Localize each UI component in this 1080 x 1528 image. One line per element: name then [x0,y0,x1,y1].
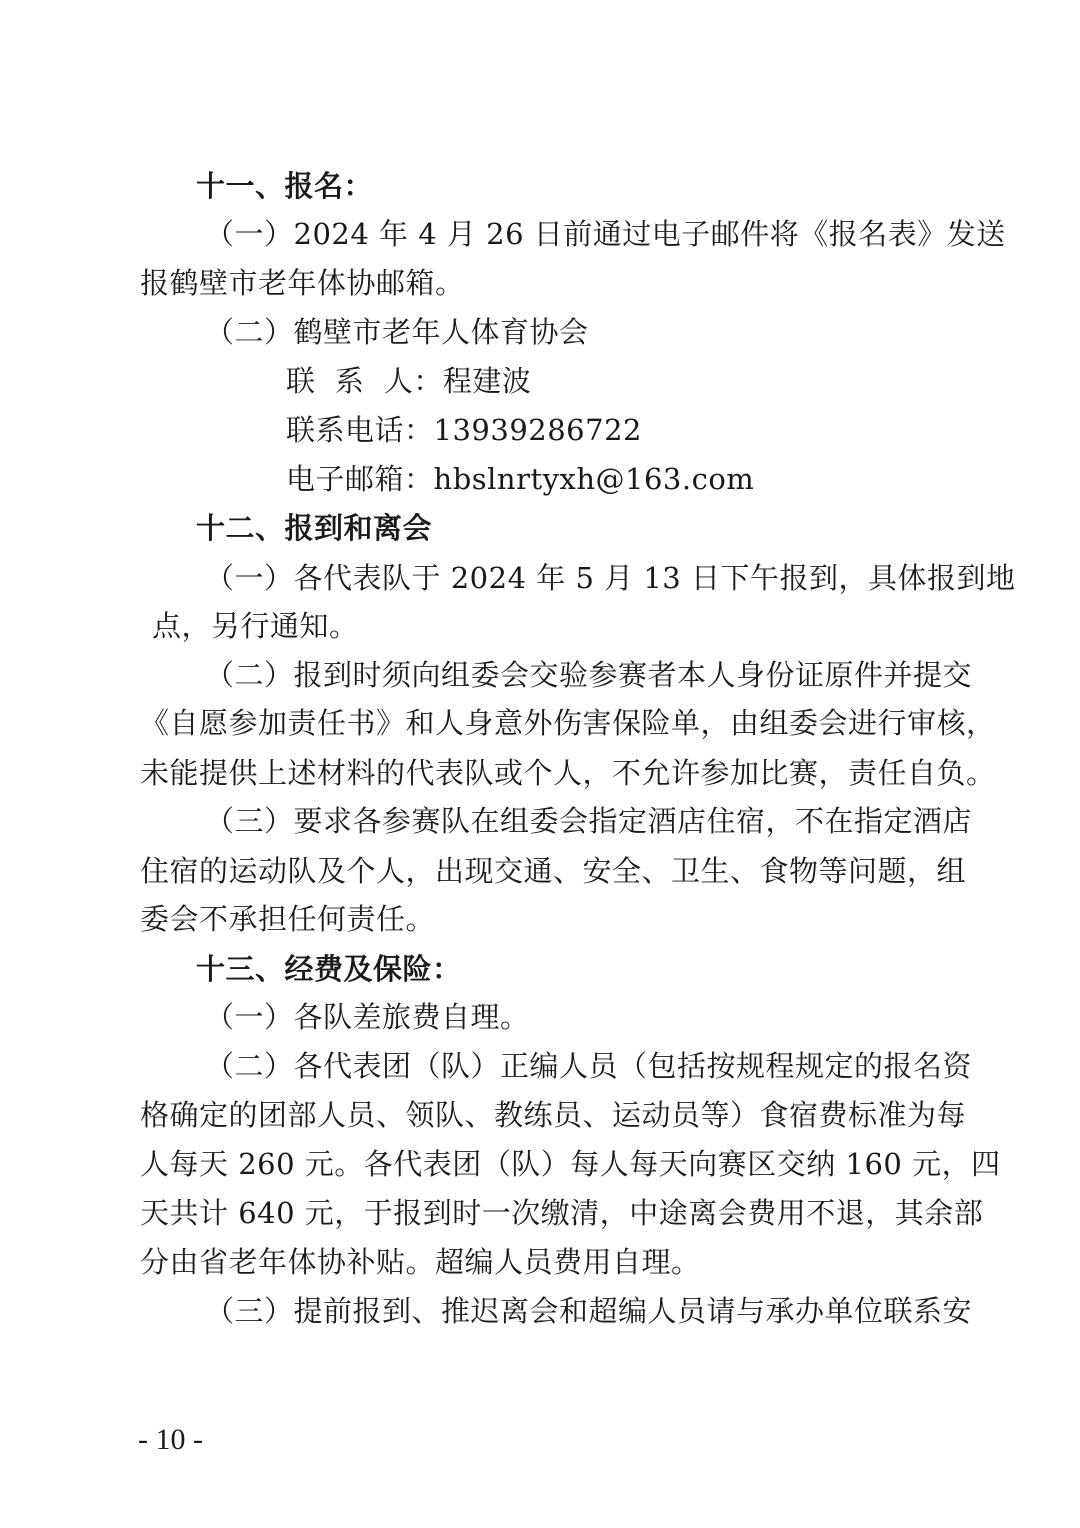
contact-phone-row [286,410,886,450]
paragraph-line: （一）各队差旅费自理。 [205,1000,530,1034]
contact-email-row [286,459,886,499]
section-heading-registration: 十一、报名： [196,169,374,203]
contact-phone-value: 13939286722 [433,413,642,447]
paragraph-line: 分由省老年体协补贴。超编人员费用自理。 [140,1245,701,1279]
paragraph-line: （二）各代表团（队）正编人员（包括按规程规定的报名资 [205,1049,973,1083]
paragraph-line: （一）2024 年 4 月 26 日前通过电子邮件将《报名表》发送 [205,217,1006,251]
paragraph-line: 天共计 640 元，于报到时一次缴清，中途离会费用不退，其余部 [140,1196,984,1230]
paragraph-line: 人每天 260 元。各代表团（队）每人每天向赛区交纳 160 元，四 [140,1147,1001,1181]
paragraph-line: 报鹤壁市老年体协邮箱。 [140,266,465,300]
paragraph-line: 点，另行通知。 [152,609,359,643]
paragraph-line: 住宿的运动队及个人，出现交通、安全、卫生、食物等问题，组 [140,854,967,888]
paragraph-line: （三）要求各参赛队在组委会指定酒店住宿，不在指定酒店 [205,804,973,838]
paragraph-line: 《自愿参加责任书》和人身意外伤害保险单，由组委会进行审核， [140,706,996,740]
paragraph-line: （一）各代表队于 2024 年 5 月 13 日下午报到，具体报到地 [205,561,1016,595]
contact-person-label: 联 系 人： [286,364,443,398]
paragraph-line: 委会不承担任何责任。 [140,902,436,936]
paragraph-line: （二）报到时须向组委会交验参赛者本人身份证原件并提交 [205,658,973,692]
contact-email-label: 电子邮箱： [286,462,434,496]
paragraph-line: 格确定的团部人员、领队、教练员、运动员等）食宿费标准为每 [140,1098,967,1132]
contact-person-row [286,361,886,401]
paragraph-line: （三）提前报到、推迟离会和超编人员请与承办单位联系安 [205,1294,973,1328]
contact-person-value: 程建波 [442,364,532,398]
page-number: - 10 - [138,1423,203,1456]
section-heading-checkin: 十二、报到和离会 [196,511,433,545]
paragraph-line: 未能提供上述材料的代表队或个人，不允许参加比赛，责任自负。 [140,756,996,790]
section-heading-expenses: 十三、经费及保险： [196,952,462,986]
contact-phone-label: 联系电话： [286,413,434,447]
contact-email-value: hbslnrtyxh@163.com [433,462,755,496]
paragraph-line: （二）鹤壁市老年人体育协会 [205,315,589,349]
